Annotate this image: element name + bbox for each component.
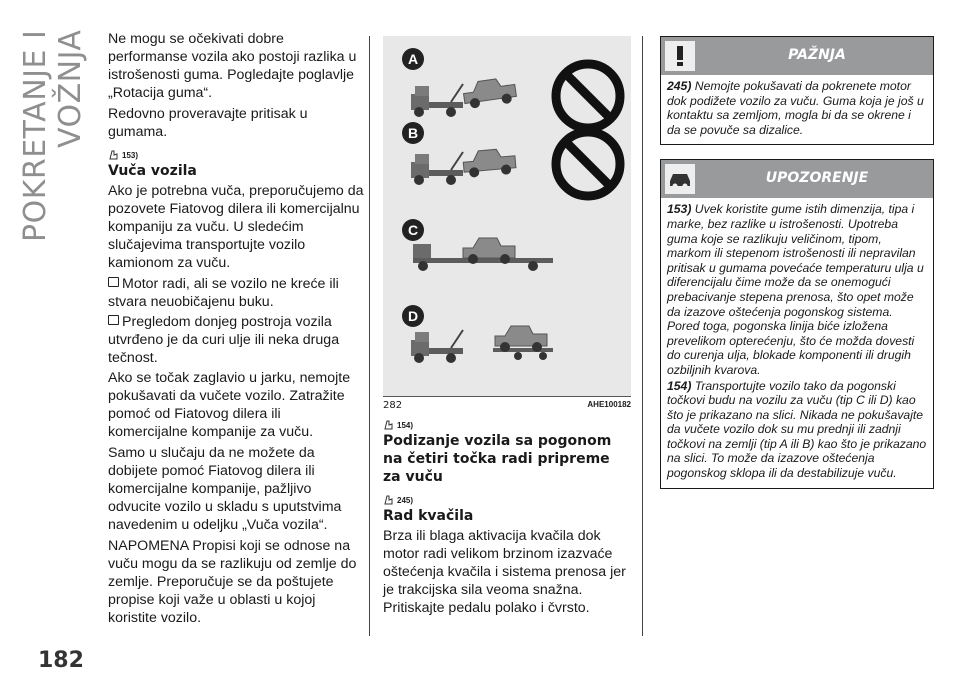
warning-body <box>661 75 933 144</box>
caution-title: UPOZORENJE <box>765 170 869 187</box>
section-heading: Podizanje vozila sa pogonom na četiri točka radi pripreme za vuču <box>383 433 612 485</box>
checkbox-bullet-icon <box>108 315 119 325</box>
figure-caption <box>383 400 631 411</box>
warning-box <box>660 36 934 145</box>
label-d: D <box>407 308 419 324</box>
car-icon <box>665 164 695 194</box>
column-divider <box>369 36 370 636</box>
reference-number: 154) <box>397 421 414 430</box>
section-title: POKRETANJE I VOŽNJA <box>18 30 88 243</box>
reference-number: 153) <box>122 151 139 160</box>
caution-number: 154) <box>667 378 692 393</box>
warning-number: 245) <box>667 79 692 93</box>
towing-illustration <box>383 36 631 397</box>
label-c: C <box>407 222 419 238</box>
warning-box-header <box>661 37 933 75</box>
section-heading: Rad kvačila <box>383 508 474 524</box>
warning-reference <box>108 144 364 160</box>
caution-box-header <box>661 160 933 198</box>
paragraph: Ako se točak zaglavio u jarku, nemojte pokušavati da vučete vozilo. Zatražite pomoć od Fiatovog dilera ili komercijalne kompanije za vuču. <box>108 370 351 440</box>
warning-hand-icon <box>383 493 394 505</box>
paragraph: Samo u slučaju da ne možete da dobijete pomoć Fiatovog dilera ili komercijalne kompanije, pažljivo odvucite vozilo u skladu s uputstvima navedenim u odeljku „Vuča vozila“. <box>108 445 342 533</box>
caution-body <box>661 198 933 487</box>
caution-text: Uvek koristite gume istih dimenzija, tipa i marke, bez razlike u istrošenosti. Upotreba guma koje se razlikuju veličinom, tipom, markom ili stepenom istrošenosti ili nepravilan pritisak u gumama povećaće temperaturu ulja u diferencijalu čime može da se onemogući prebacivanje stepena prenosa, što opet može da izazove oštećenja pogonskog sistema. Pored toga, pogonska linija biće izložena prevelikom opterećenju, što će možda dovesti do curenja ulja, blokade komponenti ili drugih ozbiljnih kvarova. <box>667 202 924 377</box>
paragraph: Ne mogu se očekivati dobre performanse vozila ako postoji razlika u istrošenosti guma. Pogledajte poglavlje „Rotacija guma“. <box>108 31 357 101</box>
warning-reference <box>383 489 631 505</box>
page-number: 182 <box>38 648 84 673</box>
paragraph: NAPOMENA Propisi koji se odnose na vuču mogu da se razlikuju od zemlje do zemlje. Preporučuje se da poštujete propise koji važe u oblasti u kojoj koristite vozilo. <box>108 538 357 626</box>
warning-text: Nemojte pokušavati da pokrenete motor dok podižete vozilo za vuču. Guma koja je još u kontaktu sa zemljom, mogla bi da se okrene i da se povuče sa dizalice. <box>667 79 924 137</box>
label-b: B <box>407 125 419 141</box>
warning-reference <box>383 414 631 430</box>
reference-number: 245) <box>397 496 414 505</box>
column-divider <box>642 36 643 636</box>
paragraph: Redovno proveravajte pritisak u gumama. <box>108 106 308 140</box>
checkbox-bullet-icon <box>108 277 119 287</box>
column-left <box>108 30 364 630</box>
warning-hand-icon <box>108 148 119 160</box>
list-item: Pregledom donjeg postroja vozila utvrđeno je da curi ulje ili neka druga tečnost. <box>108 314 340 366</box>
exclamation-icon <box>665 41 695 71</box>
figure-number: 282 <box>383 400 403 411</box>
caution-number: 153) <box>667 202 692 217</box>
column-right <box>660 36 934 503</box>
caution-text: Transportujte vozilo tako da pogonski točkovi budu na vozilu za vuču (tip C ili D) kao što je prikazano na slici. Nikada ne pokušavajte da vučete vozilo dok su mu prednji ili zadnji točkovi na zemlji (tip A ili B) kao što je prikazano na slici. To može da izazove oštećenja pogonskog sklopa ili da destabilizuje vuču. <box>667 378 927 481</box>
column-middle <box>383 36 631 620</box>
paragraph: Brza ili blaga aktivacija kvačila dok motor radi velikom brzinom izazvaće oštećenja kvačila i sistema prenosa jer je trakcijska sila veoma snažna. Pritiskajte pedalu polako i čvrsto. <box>383 528 626 616</box>
towing-diagram <box>383 36 631 396</box>
warning-title: PAŽNJA <box>788 47 846 63</box>
list-item: Motor radi, ali se vozilo ne kreće ili stvara neuobičajenu buku. <box>108 276 339 310</box>
figure-code: AHE100182 <box>587 400 631 409</box>
paragraph: Ako je potrebna vuča, preporučujemo da pozovete Fiatovog dilera ili komercijalnu kompaniju za vuču. U sledećim slučajevima transportujte vozilo kamionom za vuču. <box>108 183 364 271</box>
label-a: A <box>407 51 419 67</box>
warning-hand-icon <box>383 418 394 430</box>
caution-box <box>660 159 934 488</box>
section-heading: Vuča vozila <box>108 163 197 179</box>
